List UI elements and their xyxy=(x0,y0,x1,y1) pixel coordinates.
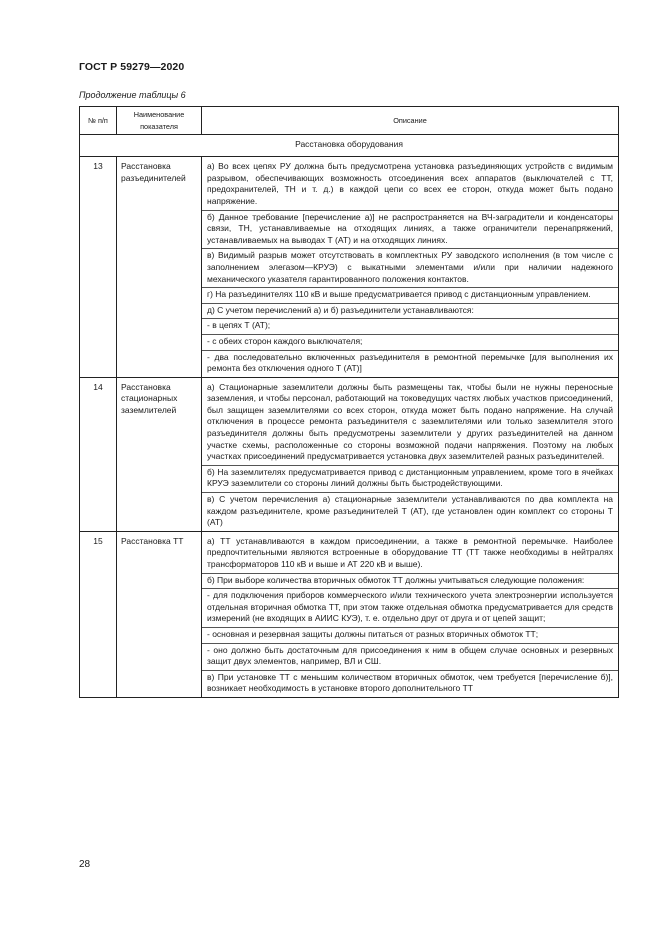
column-header-number: № п/п xyxy=(80,107,117,135)
description-paragraph: а) ТТ устанавливаются в каждом присоединении, а также в ремонтной перемычке. Наиболее предпочтительными являются встроенные в оборудование ТТ (ТТ также необходимы в нейтралях трансформаторов 110 кВ и выше и АТ 220 кВ и выше). xyxy=(202,532,618,574)
row-indicator-name: Расстановка стационарных заземлителей xyxy=(117,377,202,531)
row-description xyxy=(202,157,619,378)
column-header-description: Описание xyxy=(202,107,619,135)
description-paragraph: д) С учетом перечислений а) и б) разъединители устанавливаются: xyxy=(202,304,618,320)
description-paragraph: в) Видимый разрыв может отсутствовать в комплектных РУ заводского исполнения (в том числе с заполнением элегазом—КРУЭ) с выкатными элементами и/или при наличии надежного механического указателя гарантированного положения контактов. xyxy=(202,249,618,288)
requirements-table xyxy=(79,106,619,698)
table-continuation-caption: Продолжение таблицы 6 xyxy=(79,90,186,100)
description-paragraph: б) Данное требование [перечисление а)] не распространяется на ВЧ-заградители и конденсаторы связи, ТН, устанавливаемые на отходящих линиях, а также ограничители перенапряжений, устанавливаемых на выводах Т (АТ) и на отходящих линиях. xyxy=(202,211,618,250)
description-paragraph: г) На разъединителях 110 кВ и выше предусматривается привод с дистанционным управлением. xyxy=(202,288,618,304)
description-paragraph: б) При выборе количества вторичных обмоток ТТ должны учитываться следующие положения: xyxy=(202,574,618,590)
row-number: 14 xyxy=(80,377,117,531)
description-paragraph: - оно должно быть достаточным для присоединения к ним в общем случае основных и резервных защит двух элементов, например, ВЛ и СШ. xyxy=(202,644,618,671)
description-paragraph: - с обеих сторон каждого выключателя; xyxy=(202,335,618,351)
description-paragraph: в) С учетом перечисления а) стационарные заземлители устанавливаются по два комплекта на каждом разъединителе, кроме разъединителей Т (АТ), где установлен один комплект со стороны Т (АТ) xyxy=(207,494,613,528)
row-indicator-name: Расстановка разъединителей xyxy=(117,157,202,378)
row-number: 13 xyxy=(80,157,117,378)
row-number: 15 xyxy=(80,531,117,697)
document-code: ГОСТ Р 59279—2020 xyxy=(79,61,185,73)
description-paragraph: - два последовательно включенных разъединителя в ремонтной перемычке [для выполнения их ремонта без отключения одного Т (АТ)] xyxy=(207,351,613,374)
section-row xyxy=(80,135,619,157)
description-paragraph: - для подключения приборов коммерческого и/или технического учета электроэнергии используется отдельная вторичная обмотка ТТ, при этом также отдельная обмотка предусматривается для средств измерений (не входящих в АИИС КУЭ), т. е. отдельно друг от друга и от цепей защит; xyxy=(202,589,618,628)
row-indicator-name: Расстановка ТТ xyxy=(117,531,202,697)
page-number: 28 xyxy=(79,859,91,870)
row-description xyxy=(202,377,619,531)
section-title: Расстановка оборудования xyxy=(80,135,619,157)
table-row xyxy=(80,157,619,378)
description-paragraph: а) Стационарные заземлители должны быть размещены так, чтобы были не нужны переносные заземления, и чтобы персонал, работающий на токоведущих частях любых участков присоединений, был защищен заземлителями со всех сторон, откуда может быть подано напряжение. На случай отключения в процессе ремонта разъединителя с заземлителями или только заземлителя этого разъединителя должны быть предусмотрены заземлители у других разъединителей на данном участке схемы, расположенные со стороны возможной подачи напряжения. Поэтому на любых участках присоединений предусматривается установка двух заземлителей разных разъединителей. xyxy=(202,378,618,466)
row-description xyxy=(202,531,619,697)
description-paragraph: а) Во всех цепях РУ должна быть предусмотрена установка разъединяющих устройств с видимым разрывом, обеспечивающих возможность отсоединения всех аппаратов (выключателей с ТТ, предохранителей, ТН и т. д.) в каждой цепи со всех ее сторон, откуда может быть подано напряжение. xyxy=(202,157,618,210)
table-row xyxy=(80,531,619,697)
table-header-row xyxy=(80,107,619,135)
description-paragraph: б) На заземлителях предусматривается привод с дистанционным управлением, кроме того в ячейках КРУЭ заземлители со стороны линий должны быть быстродействующими. xyxy=(202,466,618,493)
column-header-indicator-name: Наименование показателя xyxy=(117,107,202,135)
description-paragraph: в) При установке ТТ с меньшим количеством вторичных обмоток, чем требуется [перечисление б)], возникает необходимость в установке второго дополнительного ТТ xyxy=(207,671,613,694)
table-row xyxy=(80,377,619,531)
description-paragraph: - основная и резервная защиты должны питаться от разных вторичных обмоток ТТ; xyxy=(202,628,618,644)
description-paragraph: - в цепях Т (АТ); xyxy=(202,319,618,335)
